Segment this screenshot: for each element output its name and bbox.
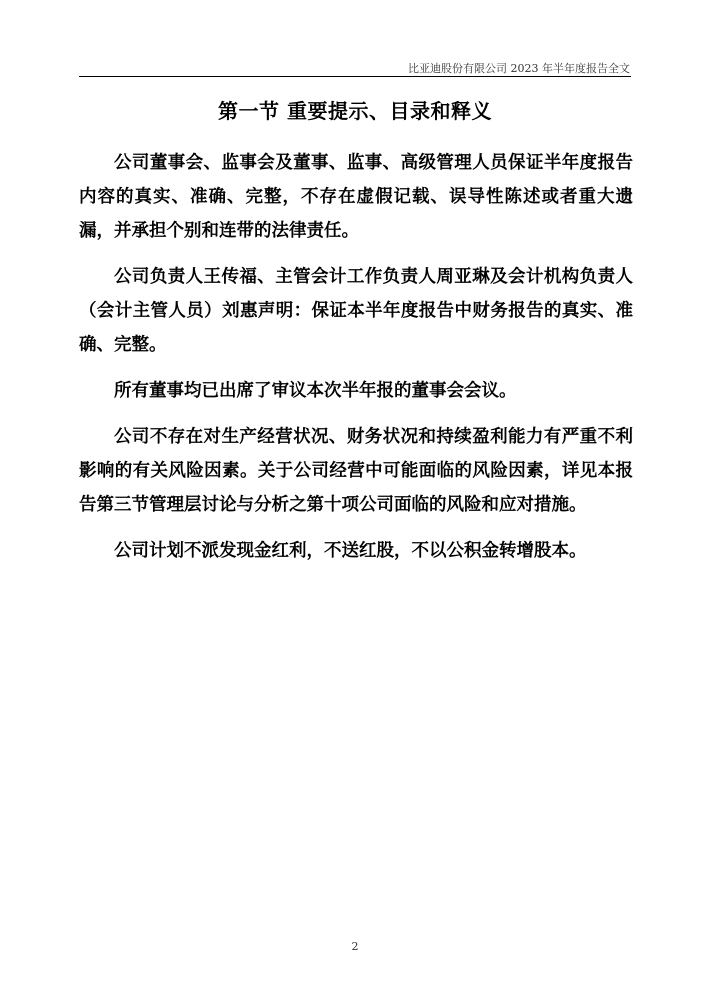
paragraph-directors-attendance: 所有董事均已出席了审议本次半年报的董事会会议。: [114, 381, 517, 401]
paragraph-risk-factors: 公司不存在对生产经营状况、财务状况和持续盈利能力有严重不利影响的有关风险因素。关于公司经营中可能面临的风险因素，详见本报告第三节管理层讨论与分析之第十项公司面临的风险和应对措施。: [79, 427, 633, 515]
body-content: [79, 146, 633, 580]
section-title: 第一节 重要提示、目录和释义: [218, 99, 492, 123]
paragraph-responsible-persons: 公司负责人王传福、主管会计工作负责人周亚琳及会计机构负责人（会计主管人员）刘惠声明：保证本半年度报告中财务报告的真实、准确、完整。: [79, 267, 633, 355]
page-number: 2: [351, 940, 359, 953]
running-header: 比亚迪股份有限公司 2023 年半年度报告全文: [408, 62, 630, 75]
paragraph-board-guarantee: 公司董事会、监事会及董事、监事、高级管理人员保证半年度报告内容的真实、准确、完整，不存在虚假记载、误导性陈述或者重大遗漏，并承担个别和连带的法律责任。: [79, 153, 633, 241]
paragraph-dividend-plan: 公司计划不派发现金红利，不送红股，不以公积金转增股本。: [114, 541, 587, 561]
header-divider: [79, 76, 631, 77]
